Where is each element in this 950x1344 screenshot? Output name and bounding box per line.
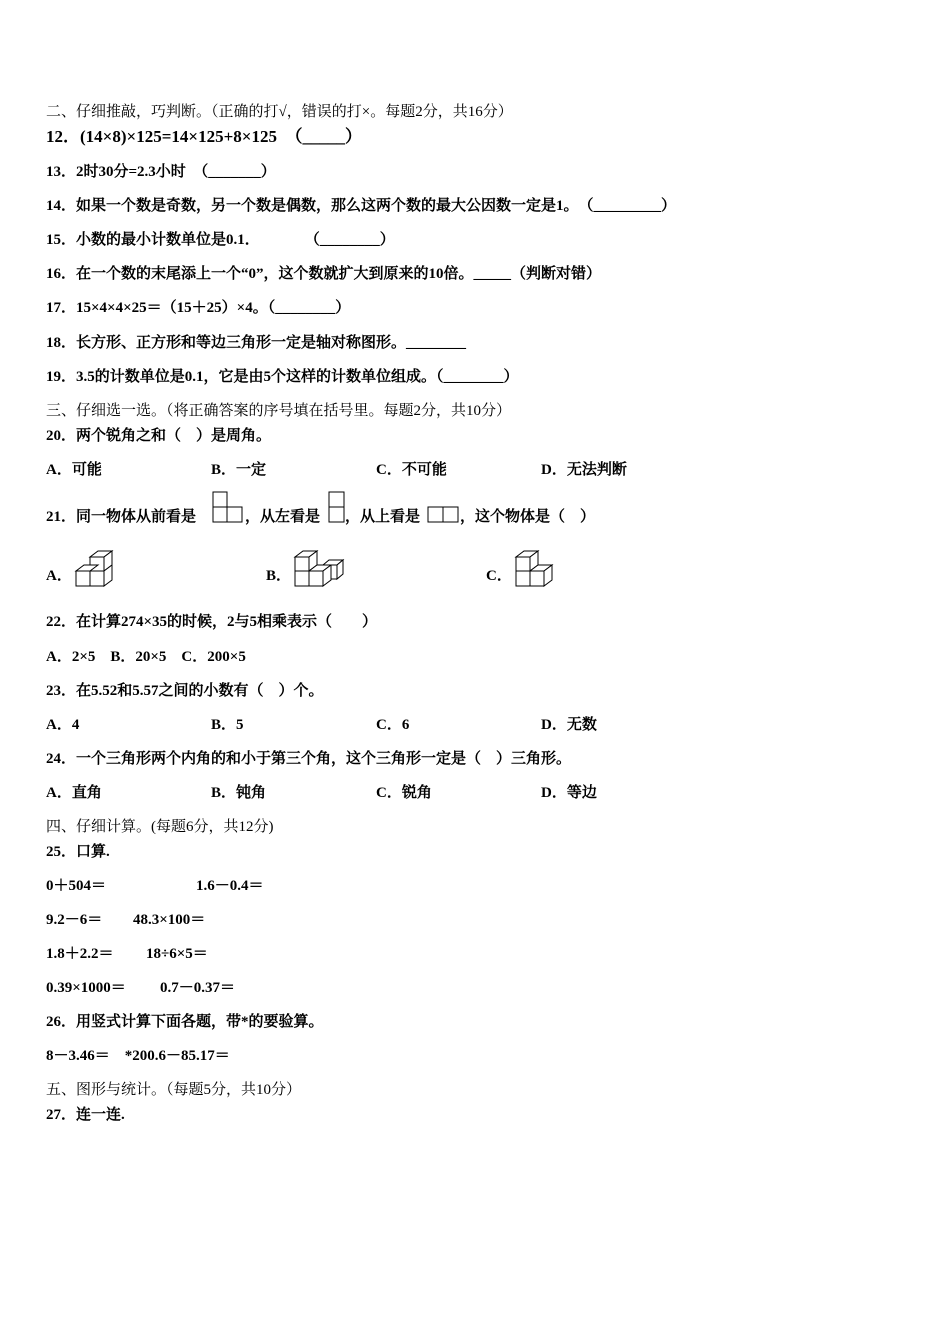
option-c-cube-figure: [512, 548, 560, 590]
question-27: 27．连一连.: [46, 1107, 125, 1123]
question-21-part-4: ，这个物体是（ ）: [460, 509, 596, 525]
calc-item: 9.2－6＝: [46, 912, 103, 928]
question-14: 14．如果一个数是奇数，另一个数是偶数，那么这两个数的最大公因数一定是1。 （_________）: [46, 198, 677, 214]
calc-item: 0.39×1000＝: [46, 980, 126, 996]
q24-option-c: C．锐角: [376, 785, 432, 801]
calc-item: 0＋504＝: [46, 878, 107, 894]
calc-item: 18÷6×5＝: [146, 946, 208, 962]
section-2-title: 二、仔细推敲，巧判断。（正确的打√，错误的打×。每题2分，共16分）: [46, 104, 513, 120]
q20-option-a: A．可能: [46, 462, 102, 478]
question-20: 20．两个锐角之和（ ）是周角。: [46, 428, 272, 444]
question-21-part-2: ，从左看是: [245, 509, 321, 525]
question-12: 12．(14×8)×125=14×125+8×125 （_____）: [46, 127, 362, 146]
q20-option-c: C．不可能: [376, 462, 447, 478]
question-22: 22．在计算274×35的时候，2与5相乘表示（ ）: [46, 614, 378, 630]
question-13: 13．2时30分=2.3小时 （_______）: [46, 164, 276, 180]
q21-option-b: B．: [266, 568, 292, 584]
question-26: 26．用竖式计算下面各题，带*的要验算。: [46, 1014, 324, 1030]
option-b-cube-figure: [292, 548, 348, 590]
section-4-title: 四、仔细计算。(每题6分，共12分): [46, 819, 274, 835]
q21-option-c: C．: [486, 568, 512, 584]
question-21-part-3: ，从上看是: [345, 509, 421, 525]
option-a-cube-figure: [72, 548, 118, 590]
q24-option-b: B．钝角: [211, 785, 267, 801]
question-23: 23．在5.52和5.57之间的小数有（ ）个。: [46, 683, 324, 699]
top-view-figure: [427, 505, 461, 525]
front-view-figure: [212, 490, 244, 524]
q23-option-a: A．4: [46, 717, 80, 733]
q20-option-d: D．无法判断: [541, 462, 627, 478]
question-19: 19．3.5的计数单位是0.1，它是由5个这样的计数单位组成。（________）: [46, 369, 519, 385]
q23-option-c: C．6: [376, 717, 410, 733]
section-3-title: 三、仔细选一选。（将正确答案的序号填在括号里。每题2分，共10分）: [46, 403, 512, 419]
q24-option-a: A．直角: [46, 785, 102, 801]
question-15: 15．小数的最小计数单位是0.1． （________）: [46, 232, 395, 248]
calc-item: 48.3×100＝: [133, 912, 206, 928]
section-5-title: 五、图形与统计。（每题5分，共10分）: [46, 1082, 302, 1098]
calc-item: 0.7－0.37＝: [160, 980, 236, 996]
calc-item: 1.8＋2.2＝: [46, 946, 114, 962]
question-17: 17．15×4×4×25＝（15＋25）×4。（________）: [46, 300, 351, 316]
q21-option-a: A．: [46, 568, 72, 584]
calc-item: 1.6－0.4＝: [196, 878, 264, 894]
question-25: 25．口算.: [46, 844, 110, 860]
q20-option-b: B．一定: [211, 462, 267, 478]
q26-items: 8－3.46＝ *200.6－85.17＝: [46, 1048, 230, 1064]
question-18: 18．长方形、正方形和等边三角形一定是轴对称图形。________: [46, 335, 467, 351]
q23-option-b: B．5: [211, 717, 244, 733]
q24-option-d: D．等边: [541, 785, 597, 801]
q23-option-d: D．无数: [541, 717, 597, 733]
q22-options: A．2×5 B．20×5 C．200×5: [46, 649, 246, 665]
question-24: 24．一个三角形两个内角的和小于第三个角，这个三角形一定是（ ）三角形。: [46, 751, 572, 767]
question-21-part-1: 21．同一物体从前看是: [46, 509, 197, 525]
question-16: 16．在一个数的末尾添上一个“0”，这个数就扩大到原来的10倍。_____（判断对错）: [46, 266, 602, 282]
left-view-figure: [327, 490, 347, 524]
